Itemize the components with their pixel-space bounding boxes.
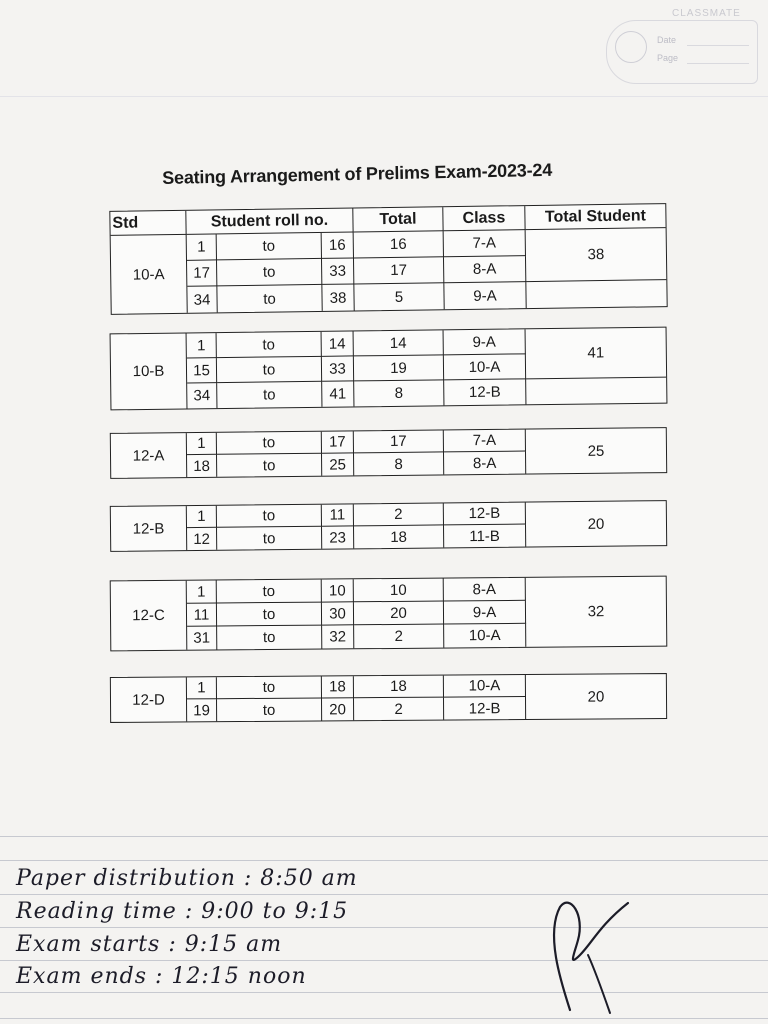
roll-end: 17 — [322, 431, 354, 453]
roll-end: 32 — [322, 625, 354, 648]
roll-to: to — [217, 382, 322, 408]
seating-table-10b — [110, 327, 668, 411]
roll-from: 11 — [187, 603, 217, 626]
row-class: 9-A — [444, 282, 526, 309]
notebook-brand: CLASSMATE — [672, 8, 741, 19]
date-label: Date — [657, 35, 677, 45]
roll-from: 1 — [187, 234, 217, 260]
roll-to: to — [217, 698, 322, 721]
row-class: 8-A — [444, 256, 526, 283]
row-class: 10-A — [444, 624, 526, 648]
total-student-cell: 20 — [587, 515, 605, 533]
row-total: 14 — [354, 330, 444, 356]
roll-end: 23 — [322, 526, 354, 548]
row-class: 10-A — [444, 354, 526, 380]
row-total: 5 — [354, 283, 444, 310]
roll-to: to — [217, 580, 322, 604]
roll-from: 12 — [187, 528, 217, 550]
seating-table-12c — [110, 576, 668, 652]
roll-from: 1 — [187, 677, 217, 699]
roll-end: 38 — [322, 284, 354, 310]
row-total: 10 — [354, 579, 444, 603]
row-total: 17 — [354, 430, 444, 453]
row-total: 2 — [354, 503, 444, 526]
roll-to: to — [217, 432, 322, 455]
roll-to: to — [217, 357, 322, 383]
seating-table-10a — [109, 203, 667, 315]
roll-end: 30 — [322, 602, 354, 625]
row-class: 11-B — [444, 525, 526, 548]
total-student-cell: 20 — [587, 687, 605, 706]
roll-to: to — [217, 454, 322, 477]
seating-table-12b — [110, 500, 667, 552]
row-class: 12-B — [444, 697, 526, 720]
roll-from: 1 — [187, 580, 217, 603]
signature-icon — [540, 895, 640, 1015]
row-class: 8-A — [444, 578, 526, 602]
header-class: Class — [443, 206, 525, 231]
note-exam-ends: Exam ends : 12:15 noon — [16, 964, 307, 989]
note-paper-distribution: Paper distribution : 8:50 am — [16, 866, 358, 891]
row-class: 12-B — [444, 379, 526, 405]
roll-end: 20 — [322, 698, 354, 720]
notebook-logo-icon — [615, 31, 647, 63]
roll-end: 10 — [322, 579, 354, 602]
roll-from: 15 — [187, 358, 217, 383]
std-cell: 10-B — [111, 333, 188, 409]
row-class: 9-A — [444, 601, 526, 625]
seating-table-12a — [110, 427, 667, 479]
roll-from: 18 — [187, 455, 217, 477]
std-cell: 12-A — [111, 433, 187, 478]
total-student-cell: 41 — [526, 328, 667, 380]
seating-table-12d — [110, 673, 667, 723]
roll-from: 34 — [187, 383, 217, 408]
total-student-cell: 32 — [587, 603, 605, 621]
header-total-student: Total Student — [525, 204, 665, 230]
header-std: Std — [110, 211, 186, 236]
roll-from: 17 — [187, 260, 217, 286]
note-exam-starts: Exam starts : 9:15 am — [16, 932, 283, 957]
roll-to: to — [217, 285, 322, 312]
roll-to: to — [217, 626, 322, 650]
roll-to: to — [217, 233, 322, 260]
roll-end: 33 — [322, 356, 354, 381]
total-student-cell: 25 — [587, 442, 605, 460]
row-total: 16 — [354, 231, 444, 258]
page-label: Page — [657, 53, 679, 63]
roll-to: to — [217, 676, 322, 699]
roll-to: to — [217, 259, 322, 286]
row-total: 20 — [354, 602, 444, 626]
row-total: 2 — [354, 625, 444, 649]
row-total: 8 — [354, 452, 444, 475]
header-total: Total — [353, 207, 443, 232]
std-cell: 12-C — [111, 581, 188, 651]
date-page-stamp — [606, 20, 758, 84]
roll-end: 18 — [322, 676, 354, 698]
roll-end: 16 — [322, 232, 354, 258]
header-roll: Student roll no. — [186, 208, 353, 234]
roll-to: to — [217, 505, 322, 528]
roll-end: 25 — [322, 453, 354, 475]
roll-to: to — [217, 332, 322, 358]
std-cell: 12-D — [111, 677, 187, 722]
note-reading-time: Reading time : 9:00 to 9:15 — [16, 899, 349, 924]
row-class: 9-A — [444, 329, 526, 355]
total-student-cell: 38 — [526, 228, 667, 282]
roll-end: 14 — [322, 331, 354, 356]
row-class: 8-A — [444, 452, 526, 475]
roll-from: 1 — [187, 433, 217, 455]
row-total: 18 — [354, 676, 444, 699]
roll-from: 1 — [187, 506, 217, 528]
roll-end: 33 — [322, 258, 354, 284]
row-total: 2 — [354, 698, 444, 721]
roll-from: 19 — [187, 699, 217, 721]
row-total: 17 — [354, 257, 444, 284]
roll-end: 11 — [322, 504, 354, 526]
roll-from: 1 — [187, 333, 217, 358]
top-rule — [0, 96, 768, 97]
roll-to: to — [217, 603, 322, 627]
std-cell: 12-B — [111, 506, 187, 551]
roll-end: 41 — [322, 381, 354, 406]
row-class: 7-A — [444, 430, 526, 453]
row-class: 10-A — [444, 675, 526, 698]
row-total: 19 — [354, 355, 444, 381]
roll-to: to — [217, 527, 322, 550]
row-class: 7-A — [444, 230, 526, 257]
page-title: Seating Arrangement of Prelims Exam-2023-24 — [162, 159, 553, 188]
roll-from: 31 — [187, 626, 217, 649]
row-total: 18 — [354, 525, 444, 548]
row-total: 8 — [354, 380, 444, 406]
std-cell: 10-A — [111, 235, 188, 314]
roll-from: 34 — [187, 286, 217, 312]
row-class: 12-B — [444, 503, 526, 526]
